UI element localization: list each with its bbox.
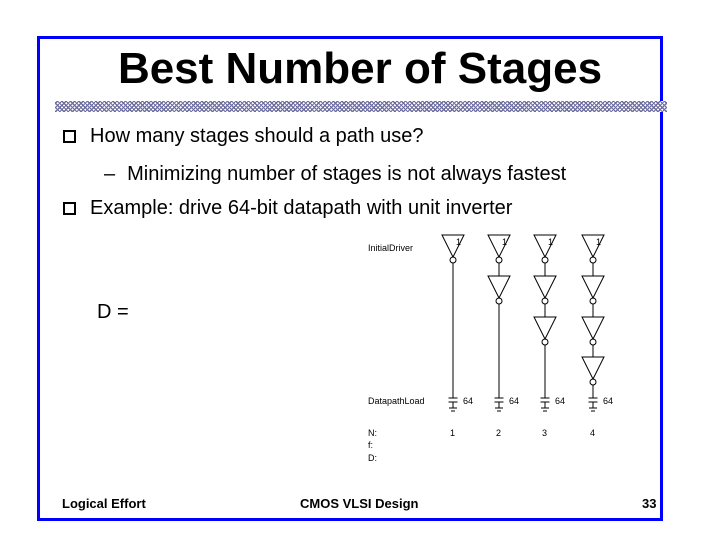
datapath-load-label: DatapathLoad — [368, 396, 425, 406]
bullet-1-text: How many stages should a path use? — [90, 125, 424, 147]
row-label-f: f: — [368, 440, 374, 450]
input-size-label: 1 — [502, 237, 508, 247]
inverter-icon — [534, 317, 556, 339]
inverter-icon — [582, 357, 604, 379]
inverter-icon — [488, 276, 510, 298]
inverter-icon — [534, 276, 556, 298]
delay-label: D = — [97, 301, 129, 323]
stage-count-label: 2 — [496, 428, 502, 438]
initial-driver-label: InitialDriver — [368, 243, 414, 253]
bullet-2-text: Example: drive 64-bit datapath with unit inverter — [90, 197, 513, 219]
page-number: 33 — [642, 496, 657, 511]
stage-count-label: 3 — [542, 428, 548, 438]
sub-bullet-text: Minimizing number of stages is not always fastest — [127, 163, 567, 185]
load-size-label: 64 — [555, 396, 566, 406]
inverter-icon — [582, 317, 604, 339]
stage-count-label: 4 — [590, 428, 596, 438]
stage-count-label: 1 — [450, 428, 456, 438]
load-size-label: 64 — [603, 396, 614, 406]
dash-icon: – — [104, 163, 116, 185]
inverter-icon — [582, 276, 604, 298]
input-size-label: 1 — [456, 237, 462, 247]
load-size-label: 64 — [509, 396, 520, 406]
load-size-label: 64 — [463, 396, 474, 406]
input-size-label: 1 — [548, 237, 554, 247]
row-label-n: N: — [368, 428, 377, 438]
input-size-label: 1 — [596, 237, 602, 247]
slide-title: Best Number of Stages — [117, 44, 603, 93]
footer-center: CMOS VLSI Design — [300, 496, 419, 511]
footer-left: Logical Effort — [62, 496, 146, 511]
row-label-d: D: — [368, 453, 377, 463]
